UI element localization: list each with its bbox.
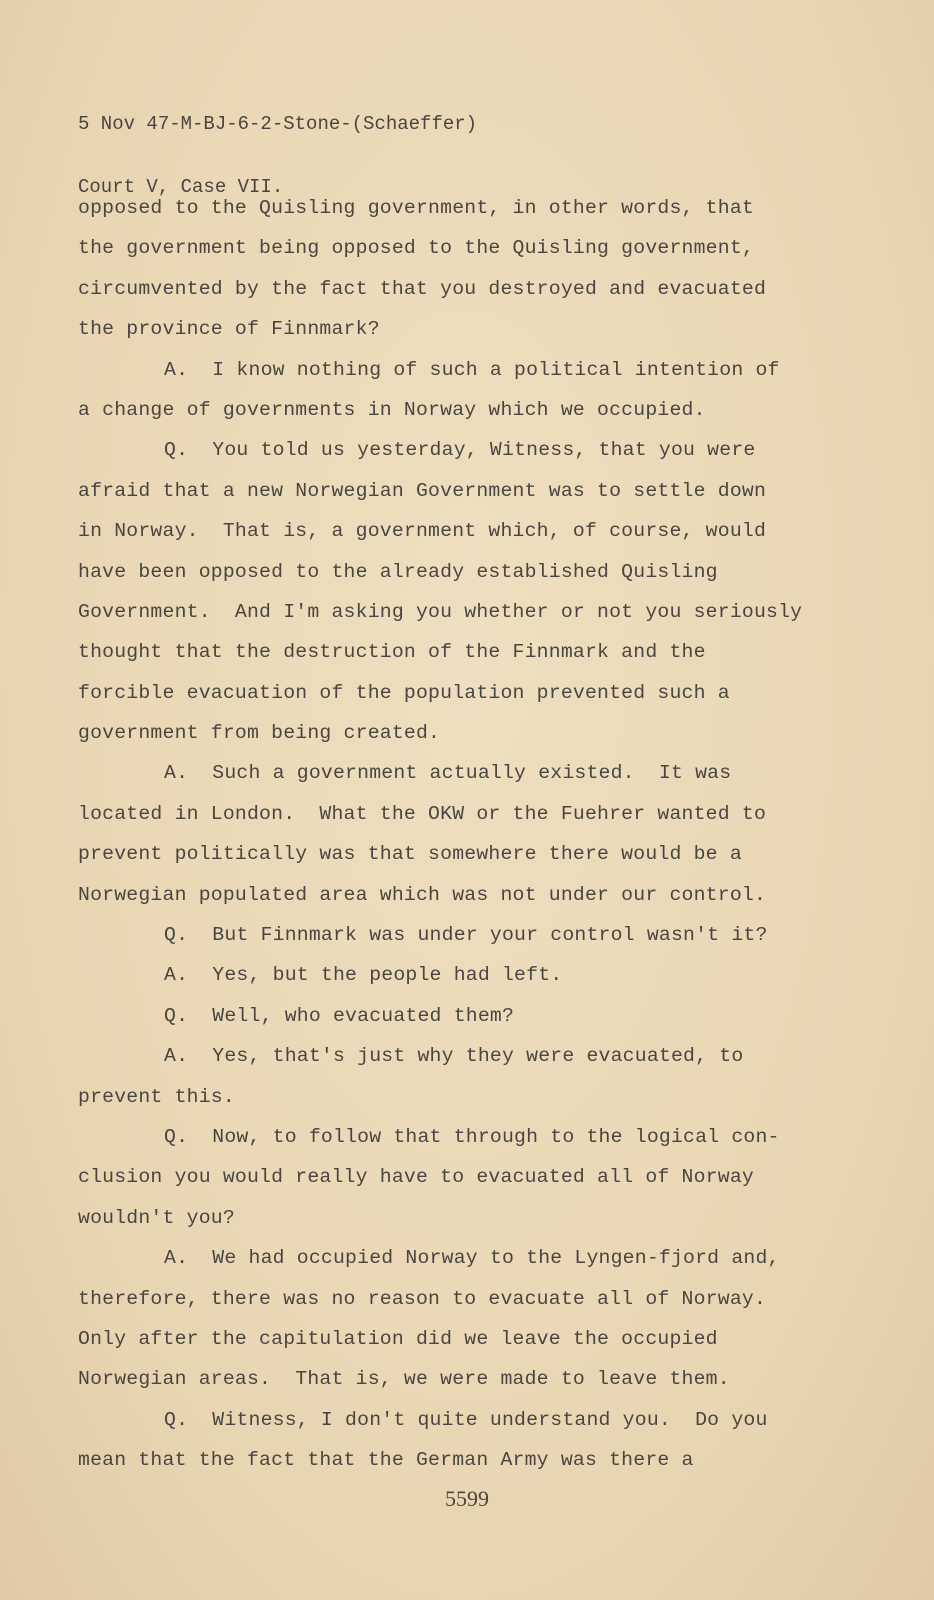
transcript-line: Q. Now, to follow that through to the logical con- <box>164 1125 780 1148</box>
transcript-line: A. Yes, but the people had left. <box>164 964 563 987</box>
transcript-line: A. I know nothing of such a political intention of <box>164 358 780 381</box>
transcript-line: opposed to the Quisling government, in other words, that <box>78 197 754 219</box>
header-reference: 5 Nov 47-M-BJ-6-2-Stone-(Schaeffer) <box>78 113 478 135</box>
transcript-line: mean that the fact that the German Army was there a <box>78 1449 694 1472</box>
transcript-line: wouldn't you? <box>78 1206 235 1229</box>
transcript-line: Norwegian areas. That is, we were made to leave them. <box>78 1368 730 1391</box>
transcript-line: located in London. What the OKW or the Fuehrer wanted to <box>78 802 767 825</box>
transcript-body <box>78 188 802 1481</box>
transcript-line: prevent politically was that somewhere there would be a <box>78 843 742 866</box>
header-court-case: Court V, Case VII. <box>78 176 284 198</box>
transcript-line: A. We had occupied Norway to the Lyngen-fjord and, <box>164 1247 780 1270</box>
transcript-line: the government being opposed to the Quisling government, <box>78 237 754 260</box>
transcript-line: clusion you would really have to evacuated all of Norway <box>78 1166 754 1189</box>
transcript-line: a change of governments in Norway which we occupied. <box>78 398 706 421</box>
transcript-line: A. Such a government actually existed. It was <box>164 762 732 785</box>
transcript-line: Q. Well, who evacuated them? <box>164 1004 515 1027</box>
transcript-line: A. Yes, that's just why they were evacuated, to <box>164 1045 744 1068</box>
transcript-line: in Norway. That is, a government which, of course, would <box>78 520 767 543</box>
transcript-line: forcible evacuation of the population prevented such a <box>78 681 730 704</box>
transcript-line: therefore, there was no reason to evacuate all of Norway. <box>78 1287 767 1310</box>
transcript-line: have been opposed to the already established Quisling <box>78 560 718 583</box>
transcript-line: thought that the destruction of the Finnmark and the <box>78 641 706 664</box>
transcript-line: Q. Witness, I don't quite understand you. Do you <box>164 1408 768 1431</box>
transcript-line: government from being created. <box>78 722 441 745</box>
transcript-line: the province of Finnmark? <box>78 318 380 341</box>
transcript-line: afraid that a new Norwegian Government was to settle down <box>78 479 767 502</box>
transcript-line: Norwegian populated area which was not under our control. <box>78 883 767 906</box>
transcript-line: Q. But Finnmark was under your control wasn't it? <box>164 924 768 947</box>
transcript-line: Government. And I'm asking you whether or not you seriously <box>78 600 803 623</box>
transcript-line: Only after the capitulation did we leave the occupied <box>78 1327 718 1350</box>
page-number: 5599 <box>445 1486 489 1511</box>
transcript-line: Q. You told us yesterday, Witness, that you were <box>164 439 756 462</box>
transcript-line: prevent this. <box>78 1085 235 1108</box>
transcript-line: circumvented by the fact that you destroyed and evacuated <box>78 277 767 300</box>
